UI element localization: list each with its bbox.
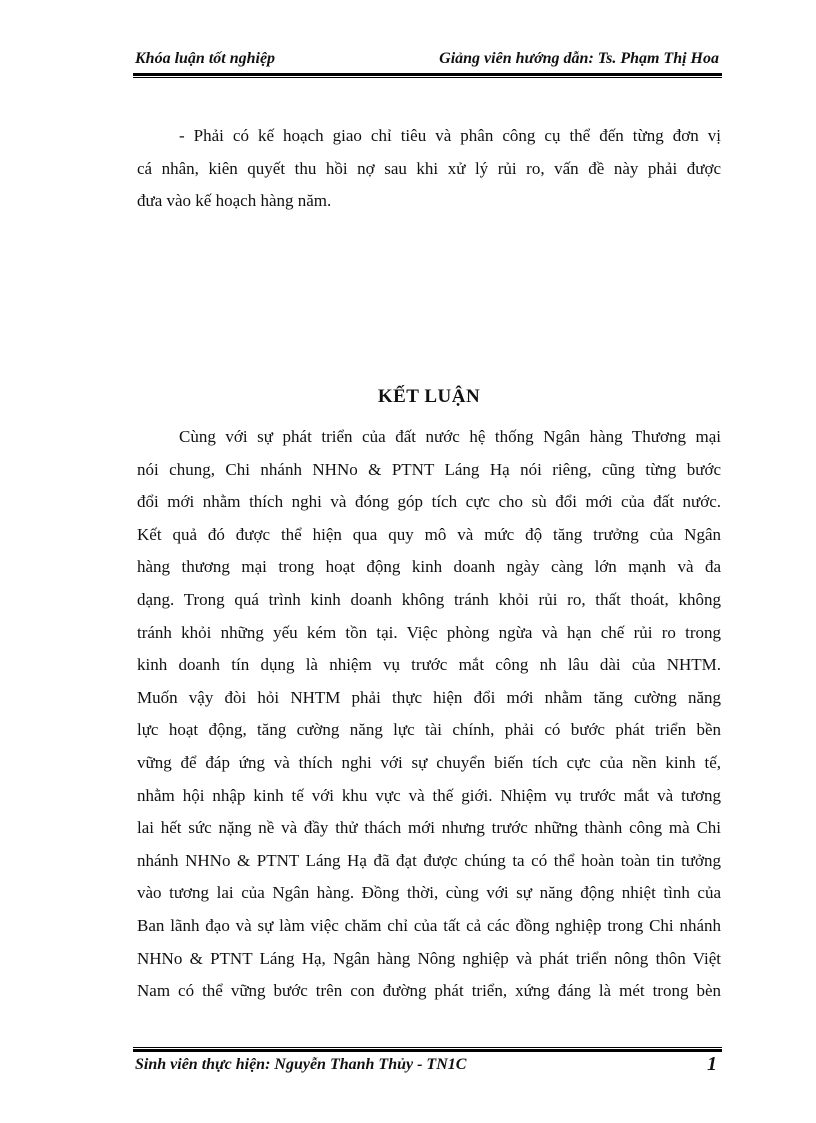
conclusion-line: Kết quả đó được thể hiện qua quy mô và mức độ tăng trưởng của Ngân: [137, 524, 721, 544]
intro-line: cá nhân, kiên quyết thu hồi nợ sau khi xử lý rủi ro, vấn đề này phải được: [137, 158, 721, 178]
section-title-conclusion: KẾT LUẬN: [377, 386, 481, 407]
intro-line: - Phải có kế hoạch giao chỉ tiêu và phân công cụ thể đến từng đơn vị: [179, 126, 721, 145]
conclusion-line: lai hết sức nặng nề và đầy thử thách mới nhưng trước những thành công mà Chi: [137, 818, 721, 838]
header-thesis-label: Khóa luận tốt nghiệp: [135, 50, 276, 67]
header-divider: [133, 73, 722, 78]
conclusion-line: đổi mới nhằm thích nghi và đóng góp tích cực cho sù đổi mới của đất nước.: [137, 492, 721, 512]
conclusion-line: hàng thương mại trong hoạt động kinh doanh ngày càng lớn mạnh và đa: [137, 557, 721, 577]
conclusion-line: Nam có thể vững bước trên con đường phát triển, xứng đáng là mét trong bèn: [137, 981, 721, 1001]
page-header: [133, 48, 721, 70]
conclusion-line: dạng. Trong quá trình kinh doanh không tránh khỏi rủi ro, thất thoát, không: [137, 589, 721, 609]
conclusion-paragraph: [137, 421, 721, 1008]
page-footer: [133, 1055, 721, 1077]
header-supervisor: Giảng viên hướng dẫn: Ts. Phạm Thị Hoa: [439, 50, 719, 67]
conclusion-line: Ban lãnh đạo và sự làm việc chăm chỉ của tất cả các đồng nghiệp trong Chi nhánh: [137, 915, 721, 935]
footer-divider: [133, 1047, 722, 1052]
conclusion-line: tránh khỏi những yếu kém tồn tại. Việc phòng ngừa và hạn chế rủi ro trong: [137, 622, 721, 642]
conclusion-line: NHNo & PTNT Láng Hạ, Ngân hàng Nông nghiệp và phát triển nông thôn Việt: [137, 948, 721, 968]
intro-line: đưa vào kế hoạch hàng năm.: [137, 191, 332, 211]
conclusion-line: Cùng với sự phát triển của đất nước hệ thống Ngân hàng Thương mại: [179, 427, 721, 446]
conclusion-line: nhánh NHNo & PTNT Láng Hạ đã đạt được chúng ta có thể hoàn toàn tin tưởng: [137, 850, 721, 870]
intro-paragraph: [137, 120, 721, 218]
conclusion-line: vững để đáp ứng và thích nghi với sự chuyển biến tích cực của nền kinh tế,: [137, 752, 721, 772]
conclusion-line: Muốn vậy đòi hỏi NHTM phải thực hiện đổi mới nhằm tăng cường năng: [137, 687, 721, 707]
conclusion-line: lực hoạt động, tăng cường năng lực tài chính, phải có bước phát triển bền: [137, 720, 721, 740]
conclusion-line: nói chung, Chi nhánh NHNo & PTNT Láng Hạ nói riêng, cũng từng bước: [137, 459, 721, 479]
footer-student: Sinh viên thực hiện: Nguyễn Thanh Thủy - TN1C: [135, 1056, 467, 1073]
conclusion-line: kinh doanh tín dụng là nhiệm vụ trước mắt công nh lâu dài của NHTM.: [137, 655, 721, 675]
conclusion-line: vào tương lai của Ngân hàng. Đồng thời, cùng với sự năng động nhiệt tình của: [137, 883, 721, 903]
conclusion-line: nhằm hội nhập kinh tế với khu vực và thế giới. Nhiệm vụ trước mắt và tương: [137, 785, 721, 805]
page-number: 1: [707, 1053, 717, 1075]
